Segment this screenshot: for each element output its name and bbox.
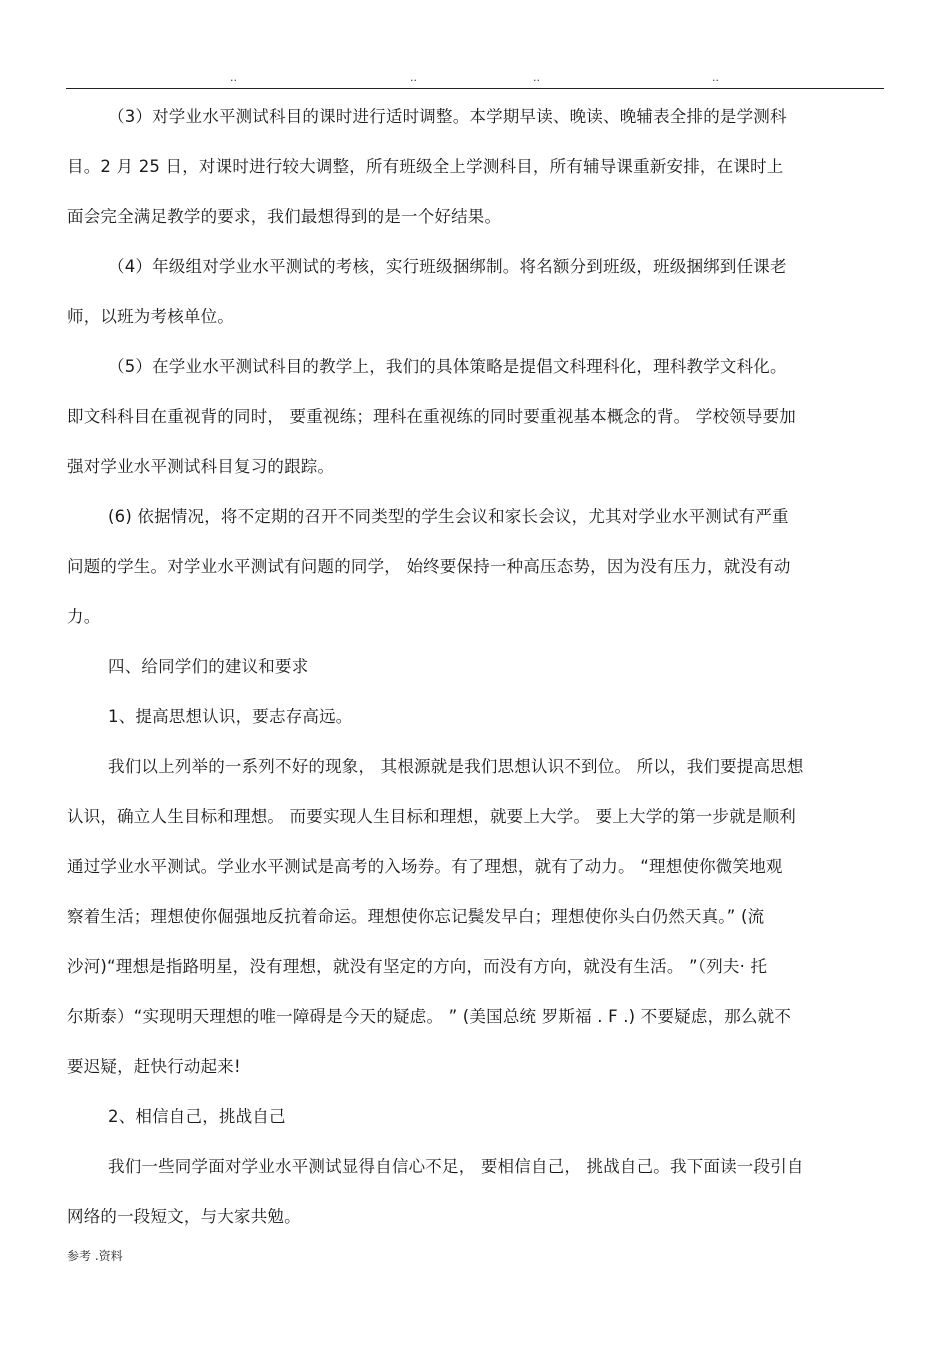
text-line: 力。 [67, 607, 101, 626]
text-line: 面会完全满足教学的要求，我们最想得到的是一个好结果。 [67, 207, 502, 226]
text-line: 师，以班为考核单位。 [67, 307, 234, 326]
header-dots [0, 72, 950, 86]
text-line: 即文科科目在重视背的同时， 要重视练；理科在重视练的同时要重视基本概念的背。 学校领导要加 [67, 407, 796, 426]
text-line: 问题的学生。对学业水平测试有问题的同学， 始终要保持一种高压态势，因为没有压力，就没有动 [67, 557, 791, 576]
text-line: （5）在学业水平测试科目的教学上，我们的具体策略是提倡文科理科化，理科教学文科化。 [108, 357, 787, 376]
section-heading: 四、给同学们的建议和要求 [108, 657, 309, 676]
text-line: （3）对学业水平测试科目的课时进行适时调整。本学期早读、晚读、晚辅表全排的是学测科 [108, 107, 787, 126]
subsection-heading: 1、提高思想认识，要志存高远。 [108, 707, 353, 726]
text-line: 通过学业水平测试。学业水平测试是高考的入场券。有了理想，就有了动力。 “理想使你微笑地观 [67, 857, 783, 876]
text-line: （4）年级组对学业水平测试的考核，实行班级捆绑制。将名额分到班级，班级捆绑到任课老 [108, 257, 787, 276]
header-dot: .. [533, 71, 540, 84]
text-line: 我们以上列举的一系列不好的现象， 其根源就是我们思想认识不到位。 所以，我们要提高思想 [108, 757, 804, 776]
text-line: 网络的一段短文，与大家共勉。 [67, 1207, 301, 1226]
text-line: (6) 依据情况，将不定期的召开不同类型的学生会议和家长会议，尤其对学业水平测试有严重 [108, 507, 789, 526]
text-line: 察着生活；理想使你倔强地反抗着命运。理想使你忘记鬓发早白；理想使你头白仍然天真。” (流 [67, 907, 765, 926]
page-footer: 参考 .资料 [67, 1249, 123, 1263]
header-dot: .. [230, 71, 237, 84]
text-line: 沙河)“理想是指路明星，没有理想，就没有坚定的方向，而没有方向，就没有生活。 ”（列夫· 托 [67, 957, 768, 976]
text-line: 我们一些同学面对学业水平测试显得自信心不足， 要相信自己， 挑战自己。我下面读一段引自 [108, 1157, 804, 1176]
header-rule [66, 88, 884, 89]
text-line: 认识，确立人生目标和理想。 而要实现人生目标和理想，就要上大学。 要上大学的第一步就是顺利 [67, 807, 796, 826]
subsection-heading: 2、相信自己，挑战自己 [108, 1107, 286, 1126]
header-dot: .. [410, 71, 417, 84]
text-line: 强对学业水平测试科目复习的跟踪。 [67, 457, 335, 476]
header-dot: .. [712, 71, 719, 84]
text-line: 目。2 月 25 日，对课时进行较大调整，所有班级全上学测科目，所有辅导课重新安排，在课时上 [67, 157, 784, 176]
text-line: 尔斯泰）“实现明天理想的唯一障碍是今天的疑虑。 ” (美国总统 罗斯福 . F .) 不要疑虑，那么就不 [67, 1007, 792, 1026]
text-line: 要迟疑，赶快行动起来! [67, 1057, 241, 1076]
